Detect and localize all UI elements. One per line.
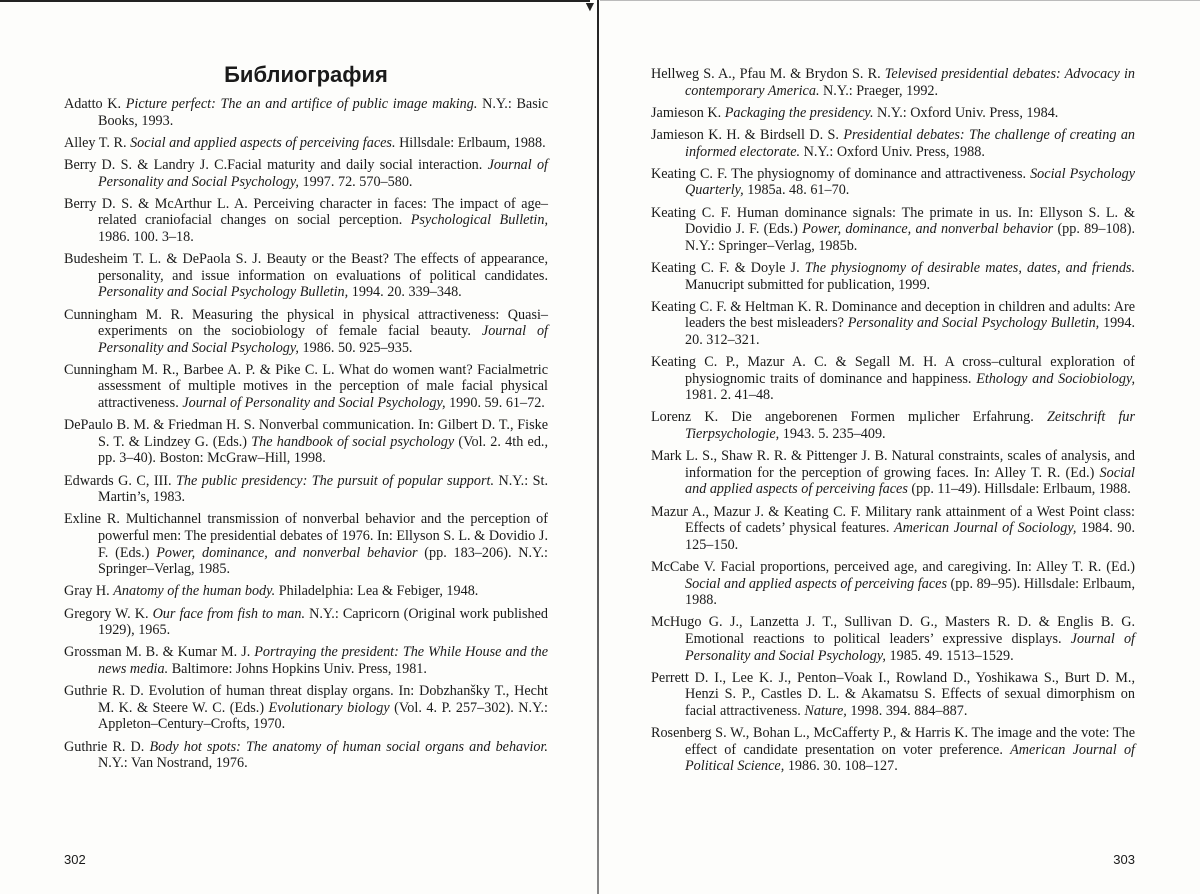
entry-publication: 1986. 30. 108–127. bbox=[784, 758, 898, 774]
entry-publication: 1985. 49. 1513–1529. bbox=[886, 648, 1014, 664]
page-number-left: 302 bbox=[64, 852, 86, 867]
entry-publication: 1981. 2. 41–48. bbox=[685, 387, 774, 403]
entry-title: Journal of Personality and Social Psychology, bbox=[685, 631, 1135, 664]
entry-publication: 1943. 5. 235–409. bbox=[779, 426, 885, 442]
entry-authors: DePaulo B. M. & Friedman H. S. Nonverbal communication. In: Gilbert D. T., Fiske S. T. & Lindzey G. (Eds.) bbox=[64, 417, 548, 450]
entry-publication: Manucript submitted for publication, 1999. bbox=[685, 277, 930, 293]
entry-authors: Cunningham M. R., Barbee A. P. & Pike C. L. What do women want? Facialmetric assessment of multiple motives in the perception of male facial physical attractiveness. bbox=[64, 362, 548, 411]
entry-authors: Rosenberg S. W., Bohan L., McCafferty P., & Harris K. The image and the vote: The effect of candidate presentation on voter preference. bbox=[651, 725, 1135, 758]
entry-title: Ethology and Sociobiology, bbox=[976, 371, 1135, 387]
entry-authors: Keating C. P., Mazur A. C. & Segall M. H. A cross–cultural exploration of physiognomic traits of dominance and happiness. bbox=[651, 354, 1135, 387]
page-number-right: 303 bbox=[1113, 852, 1135, 867]
bibliography-entry bbox=[64, 606, 548, 639]
entry-title: Zeitschrift fur Tierpsychologie, bbox=[685, 409, 1135, 442]
entry-publication: (pp. 11–49). Hillsdale: Erlbaum, 1988. bbox=[908, 481, 1131, 497]
entry-title: Social and applied aspects of perceiving faces. bbox=[130, 135, 395, 151]
entry-authors: McCabe V. Facial proportions, perceived age, and caregiving. In: Alley T. R. (Ed.) bbox=[651, 559, 1135, 575]
entry-publication: (pp. 89–95). Hillsdale: Erlbaum, 1988. bbox=[685, 576, 1135, 609]
bibliography-entry bbox=[651, 614, 1135, 664]
entry-publication: 1998. 394. 884–887. bbox=[847, 703, 968, 719]
entry-publication: 1986. 50. 925–935. bbox=[299, 340, 413, 356]
entry-title: Televised presidential debates: Advocacy in contemporary America. bbox=[685, 66, 1135, 99]
entry-title: Evolutionary biology bbox=[269, 700, 390, 716]
bibliography-entry bbox=[64, 96, 548, 129]
bibliography-entry bbox=[64, 196, 548, 246]
entry-authors: Keating C. F. Human dominance signals: The primate in us. In: Ellyson S. L. & Dovidio J. F. (Eds.) bbox=[651, 205, 1135, 238]
entry-title: Power, dominance, and nonverbal behavior bbox=[156, 545, 417, 561]
entry-title: American Journal of Sociology, bbox=[894, 520, 1076, 536]
entry-publication: (Vol. 2. 4th ed., pp. 3–40). Boston: McGraw–Hill, 1998. bbox=[98, 434, 548, 467]
entry-publication: 1997. 72. 570–580. bbox=[299, 174, 413, 190]
entry-title: Psychological Bulletin, bbox=[411, 212, 548, 228]
bibliography-entry bbox=[64, 644, 548, 677]
entry-publication: 1984. 90. 125–150. bbox=[685, 520, 1135, 553]
entry-publication: 1994. 20. 312–321. bbox=[685, 315, 1135, 348]
bibliography-entry bbox=[64, 307, 548, 357]
page-title: Библиография bbox=[64, 62, 548, 88]
entry-title: The physiognomy of desirable mates, dates, and friends. bbox=[805, 260, 1135, 276]
entry-title: Packaging the presidency. bbox=[725, 105, 874, 121]
entry-publication: (pp. 89–108). N.Y.: Springer–Verlag, 1985b. bbox=[685, 221, 1135, 254]
right-page bbox=[651, 0, 1135, 894]
bibliography-entry bbox=[64, 135, 548, 152]
entry-title: Journal of Personality and Social Psychology, bbox=[182, 395, 445, 411]
entry-title: Journal of Personality and Social Psychology, bbox=[98, 323, 548, 356]
entry-title: Portraying the president: The While House and the news media. bbox=[98, 644, 548, 677]
book-spine bbox=[597, 0, 599, 894]
entry-title: Picture perfect: The an and artifice of public image making. bbox=[126, 96, 478, 112]
bibliography-entry bbox=[64, 417, 548, 467]
bibliography-entry bbox=[651, 166, 1135, 199]
entry-publication: (pp. 183–206). N.Y.: Springer–Verlag, 1985. bbox=[98, 545, 548, 578]
entry-title: Body hot spots: The anatomy of human social organs and behavior. bbox=[149, 739, 548, 755]
entry-title: Personality and Social Psychology Bulletin, bbox=[848, 315, 1099, 331]
entry-publication: N.Y.: St. Martin’s, 1983. bbox=[98, 473, 548, 506]
bibliography-entry bbox=[64, 362, 548, 412]
bibliography-entry bbox=[64, 251, 548, 301]
spine-marker: ▼ bbox=[583, 0, 597, 16]
entry-authors: Mark L. S., Shaw R. R. & Pittenger J. B. Natural constraints, scales of analysis, and information for the perception of growing faces. In: Alley T. R. (Ed.) bbox=[651, 448, 1135, 481]
entry-authors: Keating C. F. The physiognomy of dominance and attractiveness. bbox=[651, 166, 1030, 182]
bibliography-entry bbox=[651, 105, 1135, 122]
bibliography-list-right bbox=[651, 66, 1135, 780]
bibliography-list-left bbox=[64, 96, 548, 777]
bibliography-entry bbox=[651, 127, 1135, 160]
bibliography-entry bbox=[651, 299, 1135, 349]
entry-authors: Jamieson K. H. & Birdsell D. S. bbox=[651, 127, 843, 143]
entry-authors: Berry D. S. & McArthur L. A. Perceiving character in faces: The impact of age–related craniofacial changes on social perception. bbox=[64, 196, 548, 229]
entry-authors: Alley T. R. bbox=[64, 135, 130, 151]
entry-authors: Gregory W. K. bbox=[64, 606, 153, 622]
bibliography-entry bbox=[64, 583, 548, 600]
bibliography-entry bbox=[651, 354, 1135, 404]
entry-title: The handbook of social psychology bbox=[251, 434, 454, 450]
entry-authors: Guthrie R. D. Evolution of human threat display organs. In: Dobzhanšky T., Hecht M. K. & Steere W. C. (Eds.) bbox=[64, 683, 548, 716]
bibliography-entry bbox=[651, 260, 1135, 293]
entry-title: Journal of Personality and Social Psychology, bbox=[98, 157, 548, 190]
entry-authors: Gray H. bbox=[64, 583, 113, 599]
bibliography-entry bbox=[651, 205, 1135, 255]
entry-title: Anatomy of the human body. bbox=[113, 583, 275, 599]
entry-title: Social and applied aspects of perceiving faces bbox=[685, 576, 947, 592]
entry-authors: Keating C. F. & Doyle J. bbox=[651, 260, 805, 276]
entry-authors: Hellweg S. A., Pfau M. & Brydon S. R. bbox=[651, 66, 885, 82]
entry-publication: N.Y.: Van Nostrand, 1976. bbox=[98, 755, 248, 771]
entry-publication: (Vol. 4. P. 257–302). N.Y.: Appleton–Century–Crofts, 1970. bbox=[98, 700, 548, 733]
entry-authors: Grossman M. B. & Kumar M. J. bbox=[64, 644, 254, 660]
left-page bbox=[64, 0, 548, 894]
entry-authors: Budesheim T. L. & DePaola S. J. Beauty or the Beast? The effects of appearance, personality, and issue information on evaluations of political candidates. bbox=[64, 251, 548, 284]
entry-publication: N.Y.: Praeger, 1992. bbox=[820, 83, 939, 99]
entry-publication: 1985a. 48. 61–70. bbox=[744, 182, 850, 198]
entry-title: Nature, bbox=[804, 703, 846, 719]
entry-authors: Adatto K. bbox=[64, 96, 126, 112]
bibliography-entry bbox=[651, 559, 1135, 609]
entry-publication: N.Y.: Capricorn (Original work published 1929), 1965. bbox=[98, 606, 548, 639]
bibliography-entry bbox=[651, 409, 1135, 442]
entry-authors: Mazur A., Mazur J. & Keating C. F. Military rank attainment of a West Point class: Effects of cadets’ physical features. bbox=[651, 504, 1135, 537]
entry-publication: N.Y.: Basic Books, 1993. bbox=[98, 96, 548, 129]
entry-title: Personality and Social Psychology Bulletin, bbox=[98, 284, 348, 300]
bibliography-entry bbox=[651, 66, 1135, 99]
entry-title: Presidential debates: The challenge of creating an informed electorate. bbox=[685, 127, 1135, 160]
entry-authors: Berry D. S. & Landry J. C.Facial maturity and daily social interaction. bbox=[64, 157, 488, 173]
bibliography-entry bbox=[64, 157, 548, 190]
entry-title: Social and applied aspects of perceiving faces bbox=[685, 465, 1135, 498]
bibliography-entry bbox=[64, 739, 548, 772]
entry-authors: Jamieson K. bbox=[651, 105, 725, 121]
entry-authors: Keating C. F. & Heltman K. R. Dominance and deception in children and adults: Are leaders the best misleaders? bbox=[651, 299, 1135, 332]
entry-title: Social Psychology Quarterly, bbox=[685, 166, 1135, 199]
bibliography-entry bbox=[651, 670, 1135, 720]
entry-title: The public presidency: The pursuit of popular support. bbox=[176, 473, 494, 489]
entry-authors: Edwards G. C, III. bbox=[64, 473, 176, 489]
entry-publication: N.Y.: Oxford Univ. Press, 1984. bbox=[874, 105, 1059, 121]
entry-publication: 1986. 100. 3–18. bbox=[98, 229, 194, 245]
entry-publication: 1990. 59. 61–72. bbox=[446, 395, 545, 411]
entry-title: Our face from fish to man. bbox=[153, 606, 305, 622]
entry-authors: Guthrie R. D. bbox=[64, 739, 149, 755]
entry-authors: Perrett D. I., Lee K. J., Penton–Voak I., Rowland D., Yoshikawa S., Burt D. M., Henzi S. P., Castles D. L. & Akamatsu S. Effects of sexual dimorphism on facial attractiveness. bbox=[651, 670, 1135, 719]
bibliography-entry bbox=[651, 448, 1135, 498]
entry-authors: Lorenz K. Die angeborenen Formen mµlicher Erfahrung. bbox=[651, 409, 1047, 425]
entry-title: Power, dominance, and nonverbal behavior bbox=[802, 221, 1053, 237]
bibliography-entry bbox=[651, 725, 1135, 775]
entry-authors: Cunningham M. R. Measuring the physical in physical attractiveness: Quasi–experiments on the sociobiology of female facial beauty. bbox=[64, 307, 548, 340]
entry-authors: Exline R. Multichannel transmission of nonverbal behavior and the perception of powerful men: The presidential debates of 1976. In: Ellyson S. L. & Dovidio J. F. (Eds.) bbox=[64, 511, 548, 560]
entry-publication: 1994. 20. 339–348. bbox=[348, 284, 462, 300]
entry-publication: Hillsdale: Erlbaum, 1988. bbox=[396, 135, 546, 151]
bibliography-entry bbox=[64, 473, 548, 506]
bibliography-entry bbox=[64, 683, 548, 733]
entry-publication: Baltimore: Johns Hopkins Univ. Press, 1981. bbox=[168, 661, 427, 677]
bibliography-entry bbox=[64, 511, 548, 577]
bibliography-entry bbox=[651, 504, 1135, 554]
entry-publication: Philadelphia: Lea & Febiger, 1948. bbox=[275, 583, 478, 599]
entry-publication: N.Y.: Oxford Univ. Press, 1988. bbox=[800, 144, 985, 160]
entry-authors: McHugo G. J., Lanzetta J. T., Sullivan D. G., Masters R. D. & Englis B. G. Emotional reactions to political leaders’ expressive displays. bbox=[651, 614, 1135, 647]
entry-title: American Journal of Political Science, bbox=[685, 742, 1135, 775]
